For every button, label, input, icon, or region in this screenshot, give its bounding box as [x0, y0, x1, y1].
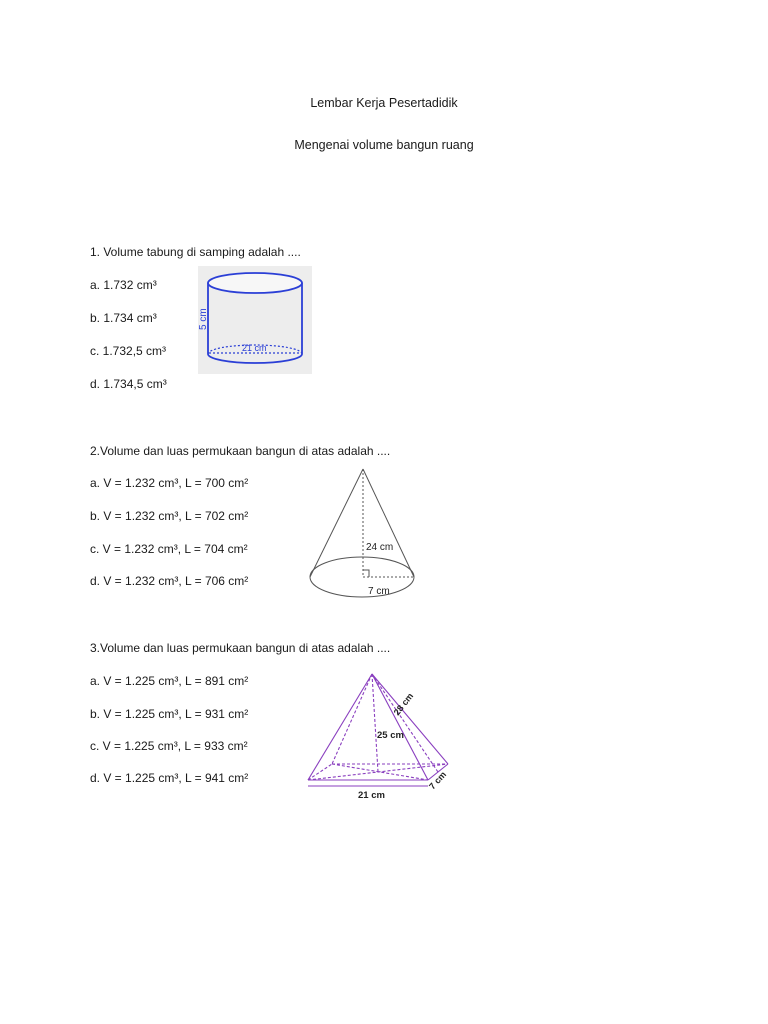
question-2-option-b: b. V = 1.232 cm³, L = 702 cm² [90, 509, 249, 523]
page-title: Lembar Kerja Pesertadidik [310, 96, 458, 110]
question-1-text: 1. Volume tabung di samping adalah .... [90, 245, 301, 259]
question-3-option-b: b. V = 1.225 cm³, L = 931 cm² [90, 707, 249, 721]
question-1-option-a: a. 1.732 cm³ [90, 278, 157, 292]
pyramid-height-label: 25 cm [377, 730, 404, 741]
question-3-option-a: a. V = 1.225 cm³, L = 891 cm² [90, 674, 249, 688]
question-1-option-b: b. 1.734 cm³ [90, 311, 157, 325]
pyramid-slant-label: 28 cm [391, 690, 416, 718]
cylinder-diameter-label: 21 cm [242, 343, 267, 353]
page-subtitle: Mengenai volume bangun ruang [294, 138, 474, 152]
question-2-option-d: d. V = 1.232 cm³, L = 706 cm² [90, 574, 249, 588]
question-2-text: 2.Volume dan luas permukaan bangun di atas adalah .... [90, 444, 391, 458]
question-3-option-d: d. V = 1.225 cm³, L = 941 cm² [90, 771, 249, 785]
cylinder-height-label: 5 cm [198, 308, 209, 330]
question-1-option-c: c. 1.732,5 cm³ [90, 344, 167, 358]
question-2-option-a: a. V = 1.232 cm³, L = 700 cm² [90, 476, 249, 490]
cone-radius-label: 7 cm [368, 586, 390, 597]
question-1-option-d: d. 1.734,5 cm³ [90, 377, 167, 391]
pyramid-base-length-label: 21 cm [358, 790, 385, 801]
question-2-option-c: c. V = 1.232 cm³, L = 704 cm² [90, 542, 248, 556]
pyramid-figure [302, 668, 458, 804]
cylinder-figure [198, 266, 312, 374]
cone-height-label: 24 cm [366, 542, 394, 553]
pyramid-base-width-label: 7 cm [427, 769, 449, 792]
question-3-text: 3.Volume dan luas permukaan bangun di atas adalah .... [90, 641, 391, 655]
question-3-option-c: c. V = 1.225 cm³, L = 933 cm² [90, 739, 248, 753]
cone-figure [306, 466, 420, 604]
